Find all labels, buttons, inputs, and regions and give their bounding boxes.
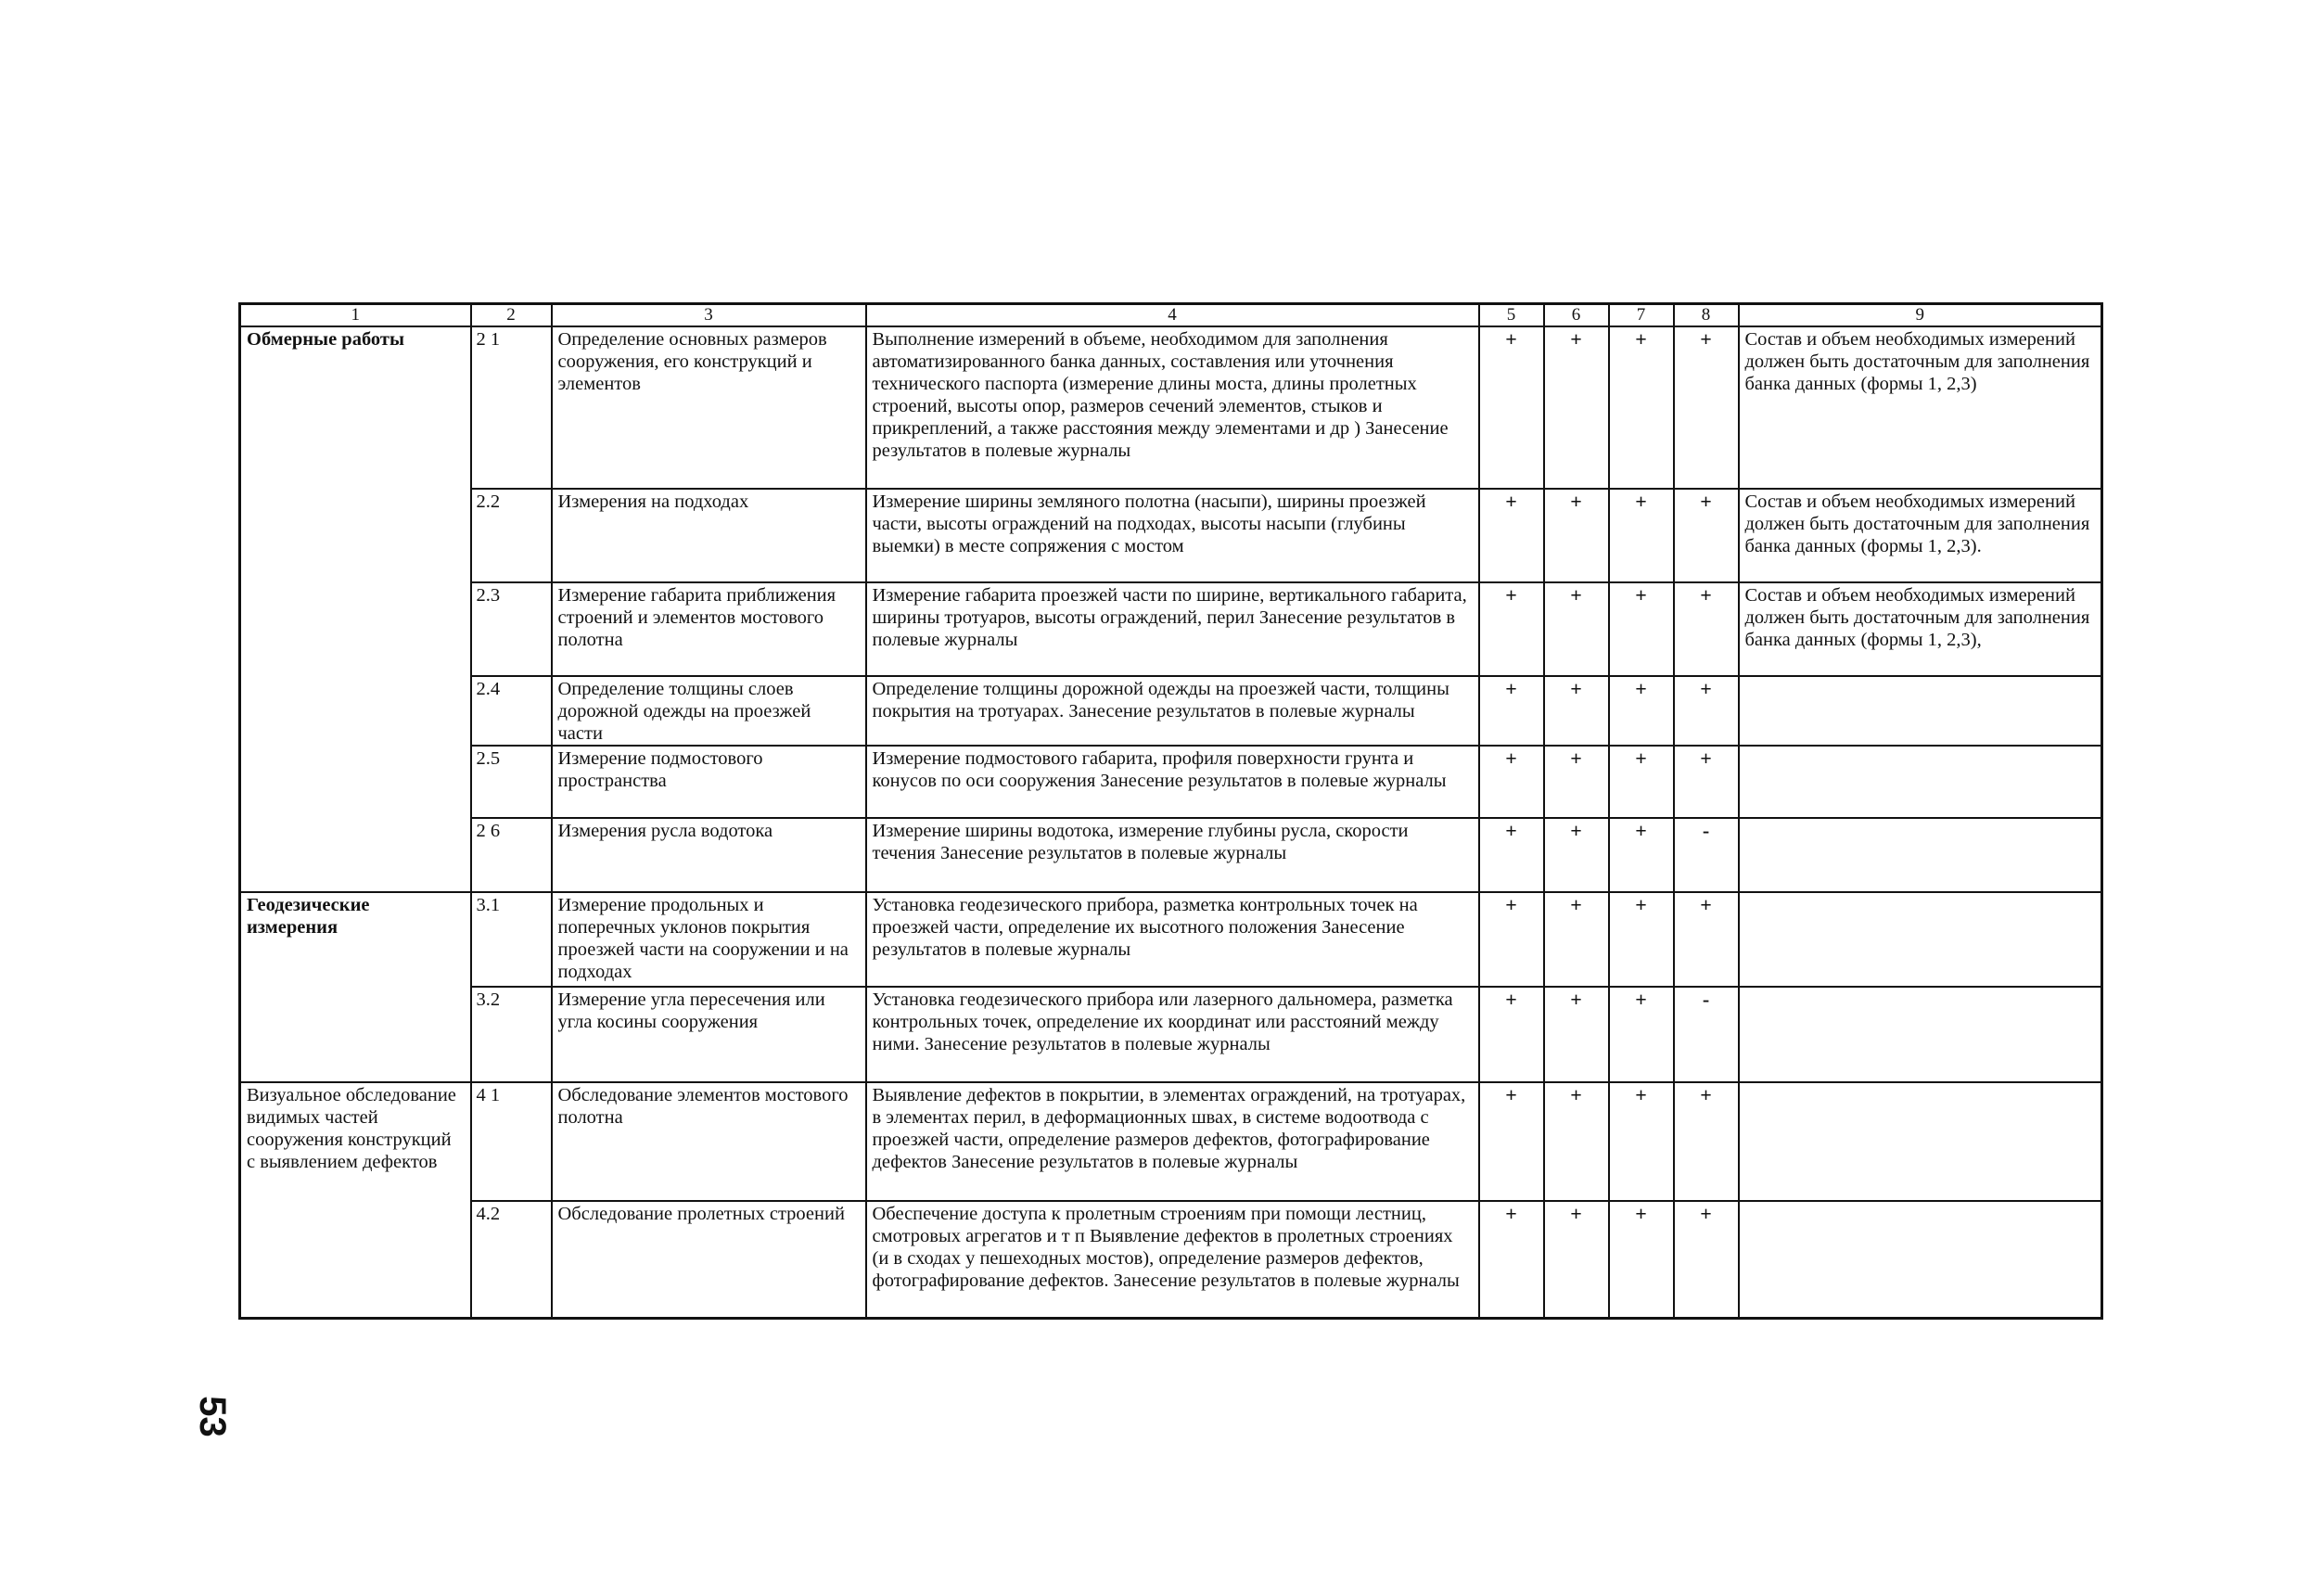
table-row — [240, 1082, 2102, 1201]
mark-col5: + — [1479, 746, 1544, 818]
mark-col5: + — [1479, 987, 1544, 1082]
row-note — [1739, 1201, 2102, 1318]
table-row — [240, 326, 2102, 489]
row-note — [1739, 746, 2102, 818]
row-title: Измерение угла пересечения или угла косины сооружения — [552, 987, 866, 1082]
row-number: 4.2 — [471, 1201, 552, 1318]
row-title: Обследование элементов мостового полотна — [552, 1082, 866, 1201]
mark-col6: + — [1544, 818, 1609, 892]
section-name: Обмерные работы — [240, 326, 471, 892]
mark-col6: + — [1544, 676, 1609, 746]
mark-col5: + — [1479, 326, 1544, 489]
mark-col7: + — [1609, 818, 1674, 892]
row-note — [1739, 987, 2102, 1082]
works-table — [238, 302, 2103, 1320]
mark-col8: + — [1674, 1201, 1739, 1318]
row-title: Измерение продольных и поперечных уклонов покрытия проезжей части на сооружении и на подходах — [552, 892, 866, 987]
mark-col5: + — [1479, 489, 1544, 582]
table-row — [240, 489, 2102, 582]
mark-col6: + — [1544, 1082, 1609, 1201]
row-title: Обследование пролетных строений — [552, 1201, 866, 1318]
row-description: Измерение габарита проезжей части по ширине, вертикального габарита, ширины тротуаров, высоты ограждений, перил Занесение результатов в полевые журналы — [866, 582, 1479, 676]
header-cell: 6 — [1544, 304, 1609, 327]
row-note — [1739, 818, 2102, 892]
row-number: 3.2 — [471, 987, 552, 1082]
mark-col5: + — [1479, 1082, 1544, 1201]
row-description: Измерение подмостового габарита, профиля поверхности грунта и конусов по оси сооружения Занесение результатов в полевые журналы — [866, 746, 1479, 818]
row-description: Установка геодезического прибора, разметка контрольных точек на проезжей части, определение их высотного положения Занесение результатов в полевые журналы — [866, 892, 1479, 987]
row-description: Установка геодезического прибора или лазерного дальномера, разметка контрольных точек, определение их координат или расстояний между ними. Занесение результатов в полевые журналы — [866, 987, 1479, 1082]
mark-col7: + — [1609, 987, 1674, 1082]
row-title: Измерения русла водотока — [552, 818, 866, 892]
row-description: Измерение ширины земляного полотна (насыпи), ширины проезжей части, высоты ограждений на подходах, высоты насыпи (глубины выемки) в месте сопряжения с мостом — [866, 489, 1479, 582]
row-description: Выполнение измерений в объеме, необходимом для заполнения автоматизированного банка данных, составления или уточнения технического паспорта (измерение длины моста, длины пролетных строений, высоты опор, размеров сечений элементов, стыков и прикреплений, а также расстояния между элементами и др ) Занесение результатов в полевые журналы — [866, 326, 1479, 489]
row-description: Определение толщины дорожной одежды на проезжей части, толщины покрытия на тротуарах. Занесение результатов в полевые журналы — [866, 676, 1479, 746]
row-number: 2.4 — [471, 676, 552, 746]
mark-col6: + — [1544, 892, 1609, 987]
mark-col7: + — [1609, 892, 1674, 987]
header-cell: 1 — [240, 304, 471, 327]
row-number: 4 1 — [471, 1082, 552, 1201]
table-row — [240, 987, 2102, 1082]
mark-col7: + — [1609, 746, 1674, 818]
header-cell: 5 — [1479, 304, 1544, 327]
mark-col5: + — [1479, 676, 1544, 746]
mark-col5: + — [1479, 892, 1544, 987]
row-title: Измерение габарита приближения строений и элементов мостового полотна — [552, 582, 866, 676]
row-note — [1739, 676, 2102, 746]
header-cell: 2 — [471, 304, 552, 327]
row-description: Измерение ширины водотока, измерение глубины русла, скорости течения Занесение результатов в полевые журналы — [866, 818, 1479, 892]
row-description: Выявление дефектов в покрытии, в элементах ограждений, на тротуарах, в элементах перил, в деформационных швах, в системе водоотвода с проезжей части, определение размеров дефектов, фотографирование дефектов Занесение результатов в полевые журналы — [866, 1082, 1479, 1201]
header-row — [240, 304, 2102, 327]
row-note: Состав и объем необходимых измерений должен быть достаточным для заполнения банка данных (формы 1, 2,3), — [1739, 582, 2102, 676]
header-cell: 4 — [866, 304, 1479, 327]
mark-col6: + — [1544, 1201, 1609, 1318]
row-note: Состав и объем необходимых измерений должен быть достаточным для заполнения банка данных (формы 1, 2,3). — [1739, 489, 2102, 582]
table-row — [240, 892, 2102, 987]
row-number: 2.5 — [471, 746, 552, 818]
mark-col8: + — [1674, 746, 1739, 818]
section-name: Геодезические измерения — [240, 892, 471, 1082]
mark-col8: + — [1674, 676, 1739, 746]
mark-col7: + — [1609, 582, 1674, 676]
mark-col8: + — [1674, 326, 1739, 489]
mark-col7: + — [1609, 489, 1674, 582]
row-description: Обеспечение доступа к пролетным строениям при помощи лестниц, смотровых агрегатов и т п Выявление дефектов в пролетных строениях (и в сходах у пешеходных мостов), определение размеров дефектов, фотографирование дефектов. Занесение результатов в полевые журналы — [866, 1201, 1479, 1318]
mark-col8: + — [1674, 489, 1739, 582]
header-cell: 9 — [1739, 304, 2102, 327]
header-cell: 7 — [1609, 304, 1674, 327]
mark-col5: + — [1479, 582, 1544, 676]
row-number: 3.1 — [471, 892, 552, 987]
section-name: Визуальное обследование видимых частей сооружения конструкций с выявлением дефектов — [240, 1082, 471, 1318]
mark-col8: + — [1674, 892, 1739, 987]
row-note — [1739, 1082, 2102, 1201]
row-title: Измерения на подходах — [552, 489, 866, 582]
mark-col8: + — [1674, 582, 1739, 676]
mark-col7: + — [1609, 676, 1674, 746]
page-number: 53 — [191, 1396, 233, 1437]
mark-col6: + — [1544, 326, 1609, 489]
row-title: Определение толщины слоев дорожной одежды на проезжей части — [552, 676, 866, 746]
mark-col8: - — [1674, 818, 1739, 892]
row-number: 2.2 — [471, 489, 552, 582]
row-number: 2 1 — [471, 326, 552, 489]
table-row — [240, 818, 2102, 892]
row-title: Определение основных размеров сооружения, его конструкций и элементов — [552, 326, 866, 489]
mark-col7: + — [1609, 1082, 1674, 1201]
header-cell: 8 — [1674, 304, 1739, 327]
row-number: 2.3 — [471, 582, 552, 676]
row-note: Состав и объем необходимых измерений должен быть достаточным для заполнения банка данных (формы 1, 2,3) — [1739, 326, 2102, 489]
table-row — [240, 676, 2102, 746]
mark-col5: + — [1479, 818, 1544, 892]
mark-col7: + — [1609, 1201, 1674, 1318]
table-row — [240, 746, 2102, 818]
mark-col6: + — [1544, 489, 1609, 582]
row-note — [1739, 892, 2102, 987]
mark-col6: + — [1544, 987, 1609, 1082]
table-row — [240, 582, 2102, 676]
row-number: 2 6 — [471, 818, 552, 892]
mark-col6: + — [1544, 746, 1609, 818]
table-row — [240, 1201, 2102, 1318]
mark-col8: + — [1674, 1082, 1739, 1201]
mark-col5: + — [1479, 1201, 1544, 1318]
row-title: Измерение подмостового пространства — [552, 746, 866, 818]
header-cell: 3 — [552, 304, 866, 327]
mark-col6: + — [1544, 582, 1609, 676]
mark-col7: + — [1609, 326, 1674, 489]
mark-col8: - — [1674, 987, 1739, 1082]
